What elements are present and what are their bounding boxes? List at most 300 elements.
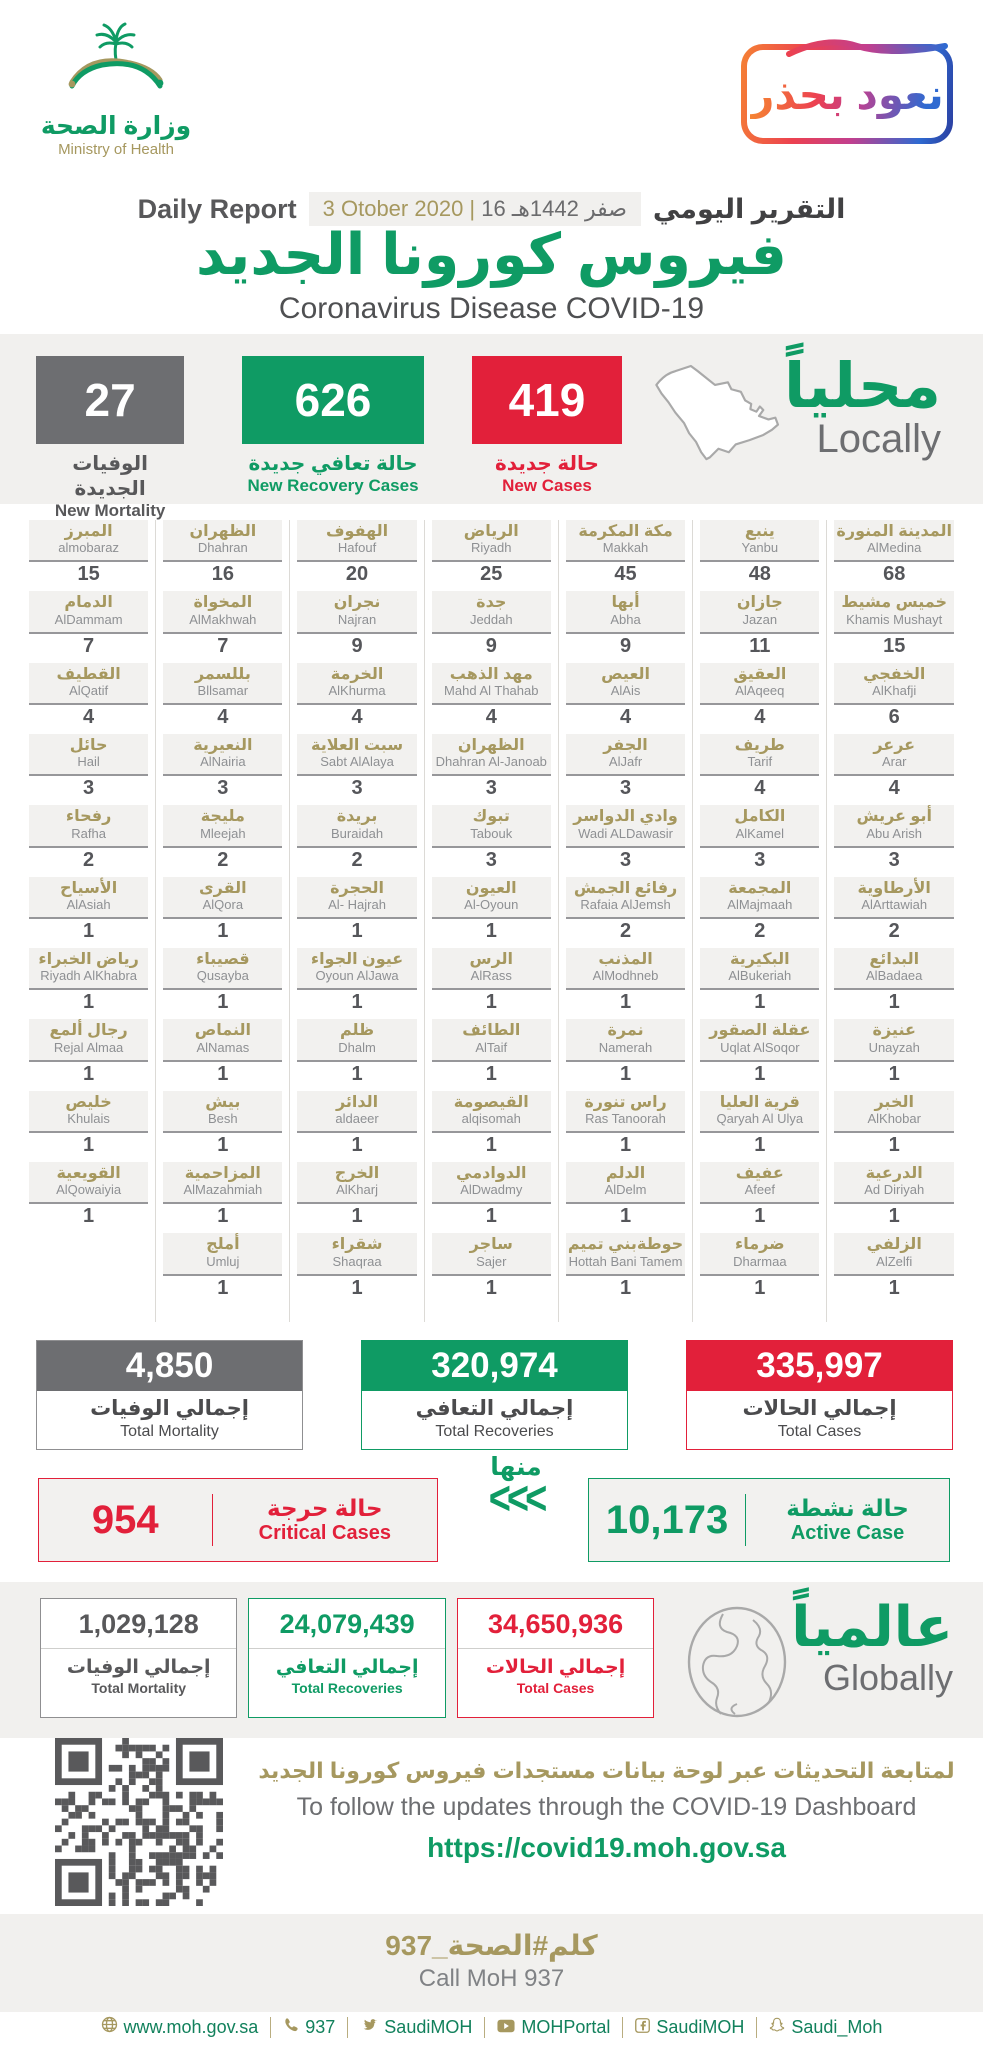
city-name-en: Ad Diriyah — [864, 1182, 925, 1198]
city-name-en: Khulais — [67, 1111, 110, 1127]
city-name-ar: رفائع الجمش — [573, 879, 678, 897]
city-count: 68 — [883, 563, 906, 586]
city-count: 1 — [351, 1062, 363, 1085]
city-cell — [29, 805, 148, 873]
city-name-ar: العقيق — [733, 665, 787, 683]
city-name-ar: الكامل — [734, 808, 786, 826]
local-section-heading: محلياً Locally — [784, 352, 941, 461]
city-count: 1 — [888, 1205, 900, 1228]
social-item-937[interactable] — [270, 2017, 347, 2038]
global-cases-box: 34,650,936 إجمالي الحالات Total Cases — [457, 1598, 654, 1718]
city-name-en: AlZelfi — [876, 1253, 913, 1269]
city-cell — [700, 1233, 819, 1301]
city-count: 1 — [754, 1205, 766, 1228]
city-count: 15 — [77, 563, 100, 586]
city-name-en: Namerah — [598, 1039, 653, 1055]
city-name-en: Khamis Mushayt — [846, 611, 943, 627]
city-name-en: AlAqeeq — [735, 683, 785, 699]
city-cell — [700, 948, 819, 1016]
city-column — [424, 520, 558, 1322]
city-cell — [834, 591, 954, 659]
active-cases-box: 10,173 حالة نشطة Active Case — [588, 1478, 950, 1562]
city-name-ar: الرياض — [463, 523, 519, 540]
total-mortality-box: 4,850 إجمالي الوفيات Total Mortality — [36, 1340, 303, 1450]
city-name-en: Al- Hajrah — [328, 897, 386, 913]
city-count: 1 — [351, 1276, 363, 1299]
city-name-ar: حائل — [69, 736, 108, 754]
new-mortality-stat: 27 الوفيات الجديدة New Mortality — [36, 356, 184, 504]
city-count: 1 — [351, 919, 363, 942]
city-count: 3 — [351, 777, 363, 800]
city-name-ar: عرعر — [873, 736, 916, 754]
city-name-en: aldaeer — [335, 1111, 379, 1127]
city-cell — [163, 1162, 282, 1230]
city-cell — [432, 663, 551, 731]
city-column — [692, 520, 826, 1322]
city-count: 11 — [749, 634, 771, 657]
city-count: 1 — [485, 1205, 497, 1228]
city-cell — [29, 1091, 148, 1159]
city-name-en: Abu Arish — [866, 825, 923, 841]
city-cell — [432, 805, 551, 873]
global-section-heading: عالمياً Globally — [791, 1595, 954, 1698]
city-name-en: Dhahran — [197, 540, 248, 556]
city-name-en: Hail — [77, 754, 100, 770]
facebook-icon — [635, 2017, 656, 2038]
city-name-ar: جدة — [476, 594, 507, 612]
city-name-en: AlMajmaah — [727, 897, 793, 913]
city-name-en: Uqlat AlSoqor — [720, 1039, 800, 1055]
city-cell — [163, 1019, 282, 1087]
city-name-en: Wadi ALDawasir — [578, 825, 673, 841]
local-stats-band — [0, 334, 983, 520]
city-cell — [163, 877, 282, 945]
city-cell — [163, 591, 282, 659]
city-count: 16 — [211, 563, 234, 586]
city-name-en: Buraidah — [331, 825, 384, 841]
city-name-en: AlArttawiah — [861, 897, 928, 913]
city-name-ar: ظلم — [339, 1022, 375, 1040]
city-count: 1 — [619, 1062, 632, 1085]
city-cell — [700, 734, 819, 802]
page-title-arabic: فيروس كورونا الجديد — [195, 223, 787, 287]
city-count: 4 — [619, 705, 632, 728]
global-mortality-box: 1,029,128 إجمالي الوفيات Total Mortality — [40, 1598, 237, 1718]
city-cell — [566, 877, 685, 945]
city-cell — [566, 520, 685, 588]
city-cell — [29, 591, 148, 659]
city-name-ar: الخفجي — [863, 665, 926, 683]
city-cell — [432, 1162, 551, 1230]
city-cell — [297, 948, 416, 1016]
city-cell — [432, 591, 551, 659]
city-name-ar: خميس مشيط — [841, 594, 948, 612]
city-name-en: Dhalm — [338, 1039, 376, 1055]
city-name-ar: الخبر — [874, 1093, 914, 1111]
city-name-ar: رياض الخبراء — [38, 950, 139, 968]
city-name-en: Tabouk — [470, 825, 513, 841]
new-mortality-value: 27 — [36, 356, 184, 444]
city-count: 3 — [888, 848, 900, 871]
city-name-ar: الهفوف — [325, 523, 389, 540]
city-cell — [700, 1162, 819, 1230]
total-mortality-value: 4,850 — [37, 1341, 302, 1391]
social-contacts-row — [0, 2016, 983, 2038]
city-count: 1 — [754, 1062, 766, 1085]
city-count: 7 — [83, 634, 95, 657]
city-name-en: Mahd Al Thahab — [444, 683, 539, 699]
city-name-ar: المخواة — [193, 594, 253, 612]
city-cell — [700, 805, 819, 873]
snapchat-icon — [769, 2017, 791, 2038]
city-name-ar: طريف — [734, 736, 785, 754]
city-name-ar: الزلفي — [866, 1236, 922, 1254]
city-cell — [297, 1233, 416, 1301]
city-name-ar: وادي الدواسر — [573, 808, 678, 826]
city-name-ar: رجال ألمع — [49, 1022, 128, 1040]
city-cell — [566, 1019, 685, 1087]
city-count: 25 — [480, 563, 503, 586]
city-name-ar: سبت العلاية — [311, 736, 404, 754]
city-name-en: AlTaif — [475, 1039, 508, 1055]
total-cases-box: 335,997 إجمالي الحالات Total Cases — [686, 1340, 953, 1450]
dashboard-text-english: To follow the updates through the COVID-19 Dashboard — [296, 1793, 917, 1821]
city-name-en: AlKhurma — [328, 683, 386, 699]
city-name-en: Unayzah — [868, 1039, 920, 1055]
phone-icon — [283, 2017, 305, 2038]
city-name-ar: أبو عريش — [856, 808, 932, 826]
city-name-ar: القطيف — [56, 665, 121, 683]
city-count: 1 — [754, 1133, 766, 1156]
city-count: 1 — [217, 1133, 229, 1156]
city-name-ar: عيون الجواء — [310, 950, 404, 968]
city-name-en: AlDwadmy — [460, 1182, 523, 1198]
city-cell — [566, 1233, 685, 1301]
city-name-ar: الأسياح — [60, 879, 118, 897]
critical-cases-box: 954 حالة حرجة Critical Cases — [38, 1478, 438, 1562]
total-recoveries-value: 320,974 — [362, 1341, 627, 1391]
city-count: 9 — [351, 634, 363, 657]
city-column — [22, 520, 155, 1322]
city-cell — [163, 805, 282, 873]
city-count: 1 — [754, 991, 766, 1014]
city-name-en: AlAsiah — [66, 897, 111, 913]
social-label: www.moh.gov.sa — [123, 2016, 259, 2037]
city-name-ar: المدينة المنورة — [836, 523, 953, 540]
city-cell — [432, 520, 551, 588]
city-name-ar: الحجرة — [330, 879, 385, 897]
call-moh-english: Call MoH 937 — [418, 1965, 565, 1992]
city-cell — [297, 1162, 416, 1230]
city-name-ar: البدائع — [869, 950, 920, 968]
city-cell — [297, 1019, 416, 1087]
city-name-en: AlModhneb — [592, 968, 659, 984]
city-name-en: Qaryah Al Ulya — [716, 1111, 804, 1127]
city-count: 1 — [485, 1276, 497, 1299]
city-name-ar: الخرمة — [330, 665, 384, 683]
city-count: 20 — [345, 563, 369, 586]
city-cell — [29, 520, 148, 588]
city-name-en: AlDammam — [54, 611, 123, 627]
city-name-ar: القويعية — [56, 1164, 121, 1182]
city-name-en: AlDelm — [604, 1182, 647, 1198]
city-count: 1 — [619, 1276, 632, 1299]
city-name-ar: بللسمر — [194, 665, 251, 683]
dashboard-section — [0, 1742, 983, 1910]
city-cell — [297, 1091, 416, 1159]
new-recovery-value: 626 — [242, 356, 424, 444]
city-name-en: AlRass — [470, 968, 512, 984]
city-cell — [834, 663, 954, 731]
city-count: 1 — [888, 991, 900, 1014]
city-name-ar: الظهران — [189, 523, 257, 540]
city-name-ar: تبوك — [472, 808, 510, 826]
city-name-en: Bllsamar — [197, 683, 249, 699]
city-name-ar: العيون — [465, 879, 517, 897]
city-name-ar: الرس — [469, 950, 514, 968]
city-count: 48 — [748, 563, 771, 586]
city-cell — [566, 948, 685, 1016]
badge-text: نعود بحذر — [750, 70, 944, 118]
city-name-ar: الدلم — [605, 1164, 646, 1182]
city-count: 1 — [888, 1062, 900, 1085]
city-cell — [834, 805, 954, 873]
city-name-en: AlMazahmiah — [183, 1182, 263, 1198]
city-cell — [163, 734, 282, 802]
city-cell — [834, 877, 954, 945]
city-count: 45 — [614, 563, 637, 586]
city-name-ar: الجفر — [603, 736, 648, 754]
city-name-ar: خليص — [65, 1093, 112, 1111]
city-name-en: almobaraz — [58, 540, 119, 556]
city-cell — [700, 520, 819, 588]
social-label: SaudiMOH — [384, 2016, 473, 2037]
city-count: 4 — [485, 705, 497, 728]
chevrons-left-icon: <<< — [488, 1472, 544, 1526]
local-totals — [36, 1340, 953, 1450]
city-count: 1 — [351, 1133, 363, 1156]
globe-icon — [101, 2016, 124, 2038]
city-count: 3 — [485, 848, 497, 871]
city-count: 2 — [217, 848, 229, 871]
city-name-en: Ras Tanoorah — [585, 1111, 666, 1127]
city-name-en: Sajer — [476, 1253, 507, 1269]
social-label: MOHPortal — [521, 2016, 611, 2037]
saudi-arabia-map-icon — [646, 358, 784, 504]
city-name-ar: جازان — [736, 594, 783, 612]
city-name-en: Riyadh AlKhabra — [40, 968, 138, 984]
city-name-en: Shaqraa — [332, 1253, 382, 1269]
city-count: 1 — [217, 1205, 229, 1228]
city-count: 1 — [83, 919, 95, 942]
city-name-ar: مكة المكرمة — [578, 523, 673, 540]
city-count: 3 — [754, 848, 766, 871]
city-count: 1 — [217, 1062, 229, 1085]
city-count: 1 — [217, 919, 229, 942]
city-cell — [432, 1233, 551, 1301]
city-cell — [566, 1162, 685, 1230]
city-cell — [566, 663, 685, 731]
city-count: 3 — [83, 777, 95, 800]
call-moh-band — [0, 1914, 983, 2012]
city-name-en: Al-Oyoun — [464, 897, 519, 913]
city-cell — [834, 1233, 954, 1301]
moh-logo — [26, 20, 206, 158]
city-count: 4 — [83, 705, 95, 728]
social-item-saudimoh[interactable] — [347, 2017, 484, 2038]
city-name-ar: البكيرية — [730, 950, 790, 968]
city-name-ar: الخرج — [334, 1164, 380, 1182]
city-name-en: Oyoun AlJawa — [315, 968, 399, 984]
moh-emblem-icon — [56, 95, 176, 112]
city-count: 7 — [217, 634, 229, 657]
social-item-mohportal[interactable] — [484, 2017, 622, 2038]
city-name-en: Afeef — [744, 1182, 775, 1198]
city-name-ar: المذنب — [598, 950, 653, 968]
city-cell — [297, 663, 416, 731]
city-name-en: AlKamel — [735, 825, 785, 841]
city-name-ar: الظهران — [457, 736, 525, 754]
city-count: 1 — [217, 1276, 229, 1299]
city-cell — [163, 1091, 282, 1159]
logo-title-arabic: وزارة الصحة — [40, 112, 192, 140]
dashboard-url-link[interactable]: https://covid19.moh.gov.sa — [427, 1832, 786, 1863]
city-cell — [29, 877, 148, 945]
city-count: 3 — [619, 777, 632, 800]
city-count: 9 — [485, 634, 497, 657]
new-cases-value: 419 — [472, 356, 622, 444]
city-cell — [297, 520, 416, 588]
city-name-ar: الطائف — [462, 1022, 521, 1040]
city-name-en: AlKhafji — [872, 683, 917, 699]
city-name-ar: المبرز — [64, 523, 113, 540]
city-cell — [163, 520, 282, 588]
city-name-en: AlNairia — [200, 754, 246, 770]
city-count: 2 — [351, 848, 363, 871]
city-name-en: AlBukeriah — [728, 968, 792, 984]
city-name-en: Makkah — [602, 540, 649, 556]
city-name-en: Jeddah — [469, 611, 513, 627]
city-name-en: Sabt AlAlaya — [320, 754, 394, 770]
city-name-ar: عفيف — [735, 1164, 784, 1182]
city-count: 1 — [351, 1205, 363, 1228]
active-cases-value: 10,173 — [605, 1497, 729, 1542]
social-label: SaudiMOH — [656, 2016, 745, 2037]
city-name-ar: ضرماء — [735, 1236, 785, 1254]
city-name-en: AlQowaiyia — [56, 1182, 122, 1198]
city-name-ar: قرية العليا — [719, 1093, 800, 1111]
city-cell — [29, 1162, 148, 1230]
city-name-ar: ساجر — [469, 1236, 513, 1254]
city-name-ar: نجران — [333, 594, 381, 612]
city-count: 1 — [217, 991, 229, 1014]
city-name-ar: المزاحمية — [184, 1164, 261, 1182]
city-cell — [834, 1162, 954, 1230]
city-cell — [297, 734, 416, 802]
city-name-en: Abha — [610, 611, 641, 627]
city-name-ar: عنيزة — [872, 1022, 916, 1040]
city-name-ar: قصيباء — [196, 950, 250, 968]
city-name-ar: شقراء — [331, 1236, 383, 1254]
city-name-ar: مليجة — [200, 808, 245, 826]
city-cell — [297, 805, 416, 873]
city-count: 1 — [888, 1133, 900, 1156]
city-count: 1 — [485, 919, 497, 942]
social-item-saudi-moh[interactable] — [756, 2017, 894, 2038]
case-breakdown — [38, 1453, 950, 1570]
city-count: 1 — [754, 1276, 766, 1299]
city-count: 1 — [83, 1205, 95, 1228]
total-cases-value: 335,997 — [687, 1341, 952, 1391]
city-cell — [163, 948, 282, 1016]
city-cell — [700, 591, 819, 659]
city-count: 1 — [351, 991, 363, 1014]
global-mortality-value: 1,029,128 — [41, 1599, 236, 1649]
city-name-en: AlJafr — [608, 754, 643, 770]
city-count: 1 — [485, 991, 497, 1014]
globe-icon — [683, 1604, 791, 1738]
city-cell — [29, 663, 148, 731]
city-name-ar: المجمعة — [728, 879, 792, 897]
city-name-ar: مهد الذهب — [449, 665, 533, 683]
city-cell — [29, 1019, 148, 1087]
city-cell — [834, 1091, 954, 1159]
city-count: 3 — [217, 777, 229, 800]
of-which-indicator: منها <<< — [456, 1452, 576, 1516]
city-cell — [834, 1019, 954, 1087]
report-header-line — [0, 192, 983, 226]
critical-cases-value: 954 — [91, 1497, 159, 1542]
city-column — [289, 520, 423, 1322]
city-name-ar: النعيرية — [193, 736, 253, 754]
city-name-ar: النماص — [194, 1022, 251, 1040]
city-name-en: AlKharj — [336, 1182, 378, 1198]
new-recovery-stat: 626 حالة تعافي جديدة New Recovery Cases — [242, 356, 424, 504]
city-name-ar: القرى — [199, 879, 247, 897]
city-name-en: Hottah Bani Tamem — [568, 1253, 683, 1269]
badge-swoosh-icon — [749, 34, 949, 65]
twitter-icon — [360, 2017, 384, 2038]
city-name-ar: أبها — [611, 594, 640, 612]
city-name-en: Besh — [208, 1111, 238, 1127]
city-name-en: AlAis — [610, 683, 641, 699]
city-count: 1 — [485, 1133, 497, 1156]
city-name-ar: حوطةبني تميم — [567, 1236, 684, 1254]
city-count: 1 — [83, 1062, 95, 1085]
city-count: 4 — [351, 705, 363, 728]
city-cell — [432, 1091, 551, 1159]
city-name-en: AlBadaea — [866, 968, 923, 984]
city-column — [826, 520, 961, 1322]
city-name-ar: ينبع — [744, 523, 775, 540]
city-name-en: Umluj — [206, 1253, 240, 1269]
global-cases-value: 34,650,936 — [458, 1599, 653, 1649]
city-name-en: Mleejah — [200, 825, 246, 841]
cities-grid — [22, 520, 961, 1322]
total-recoveries-box: 320,974 إجمالي التعافي Total Recoveries — [361, 1340, 628, 1450]
city-count: 2 — [754, 919, 766, 942]
city-count: 4 — [754, 705, 766, 728]
city-cell — [834, 734, 954, 802]
social-item-saudimoh[interactable] — [622, 2017, 756, 2038]
city-cell — [297, 591, 416, 659]
city-name-ar: الدمام — [64, 594, 113, 612]
city-cell — [700, 1019, 819, 1087]
social-item-www-moh-gov-sa[interactable] — [89, 2016, 271, 2038]
city-name-en: AlMedina — [867, 540, 922, 556]
city-name-en: AlMakhwah — [189, 611, 257, 627]
city-count: 1 — [619, 991, 632, 1014]
